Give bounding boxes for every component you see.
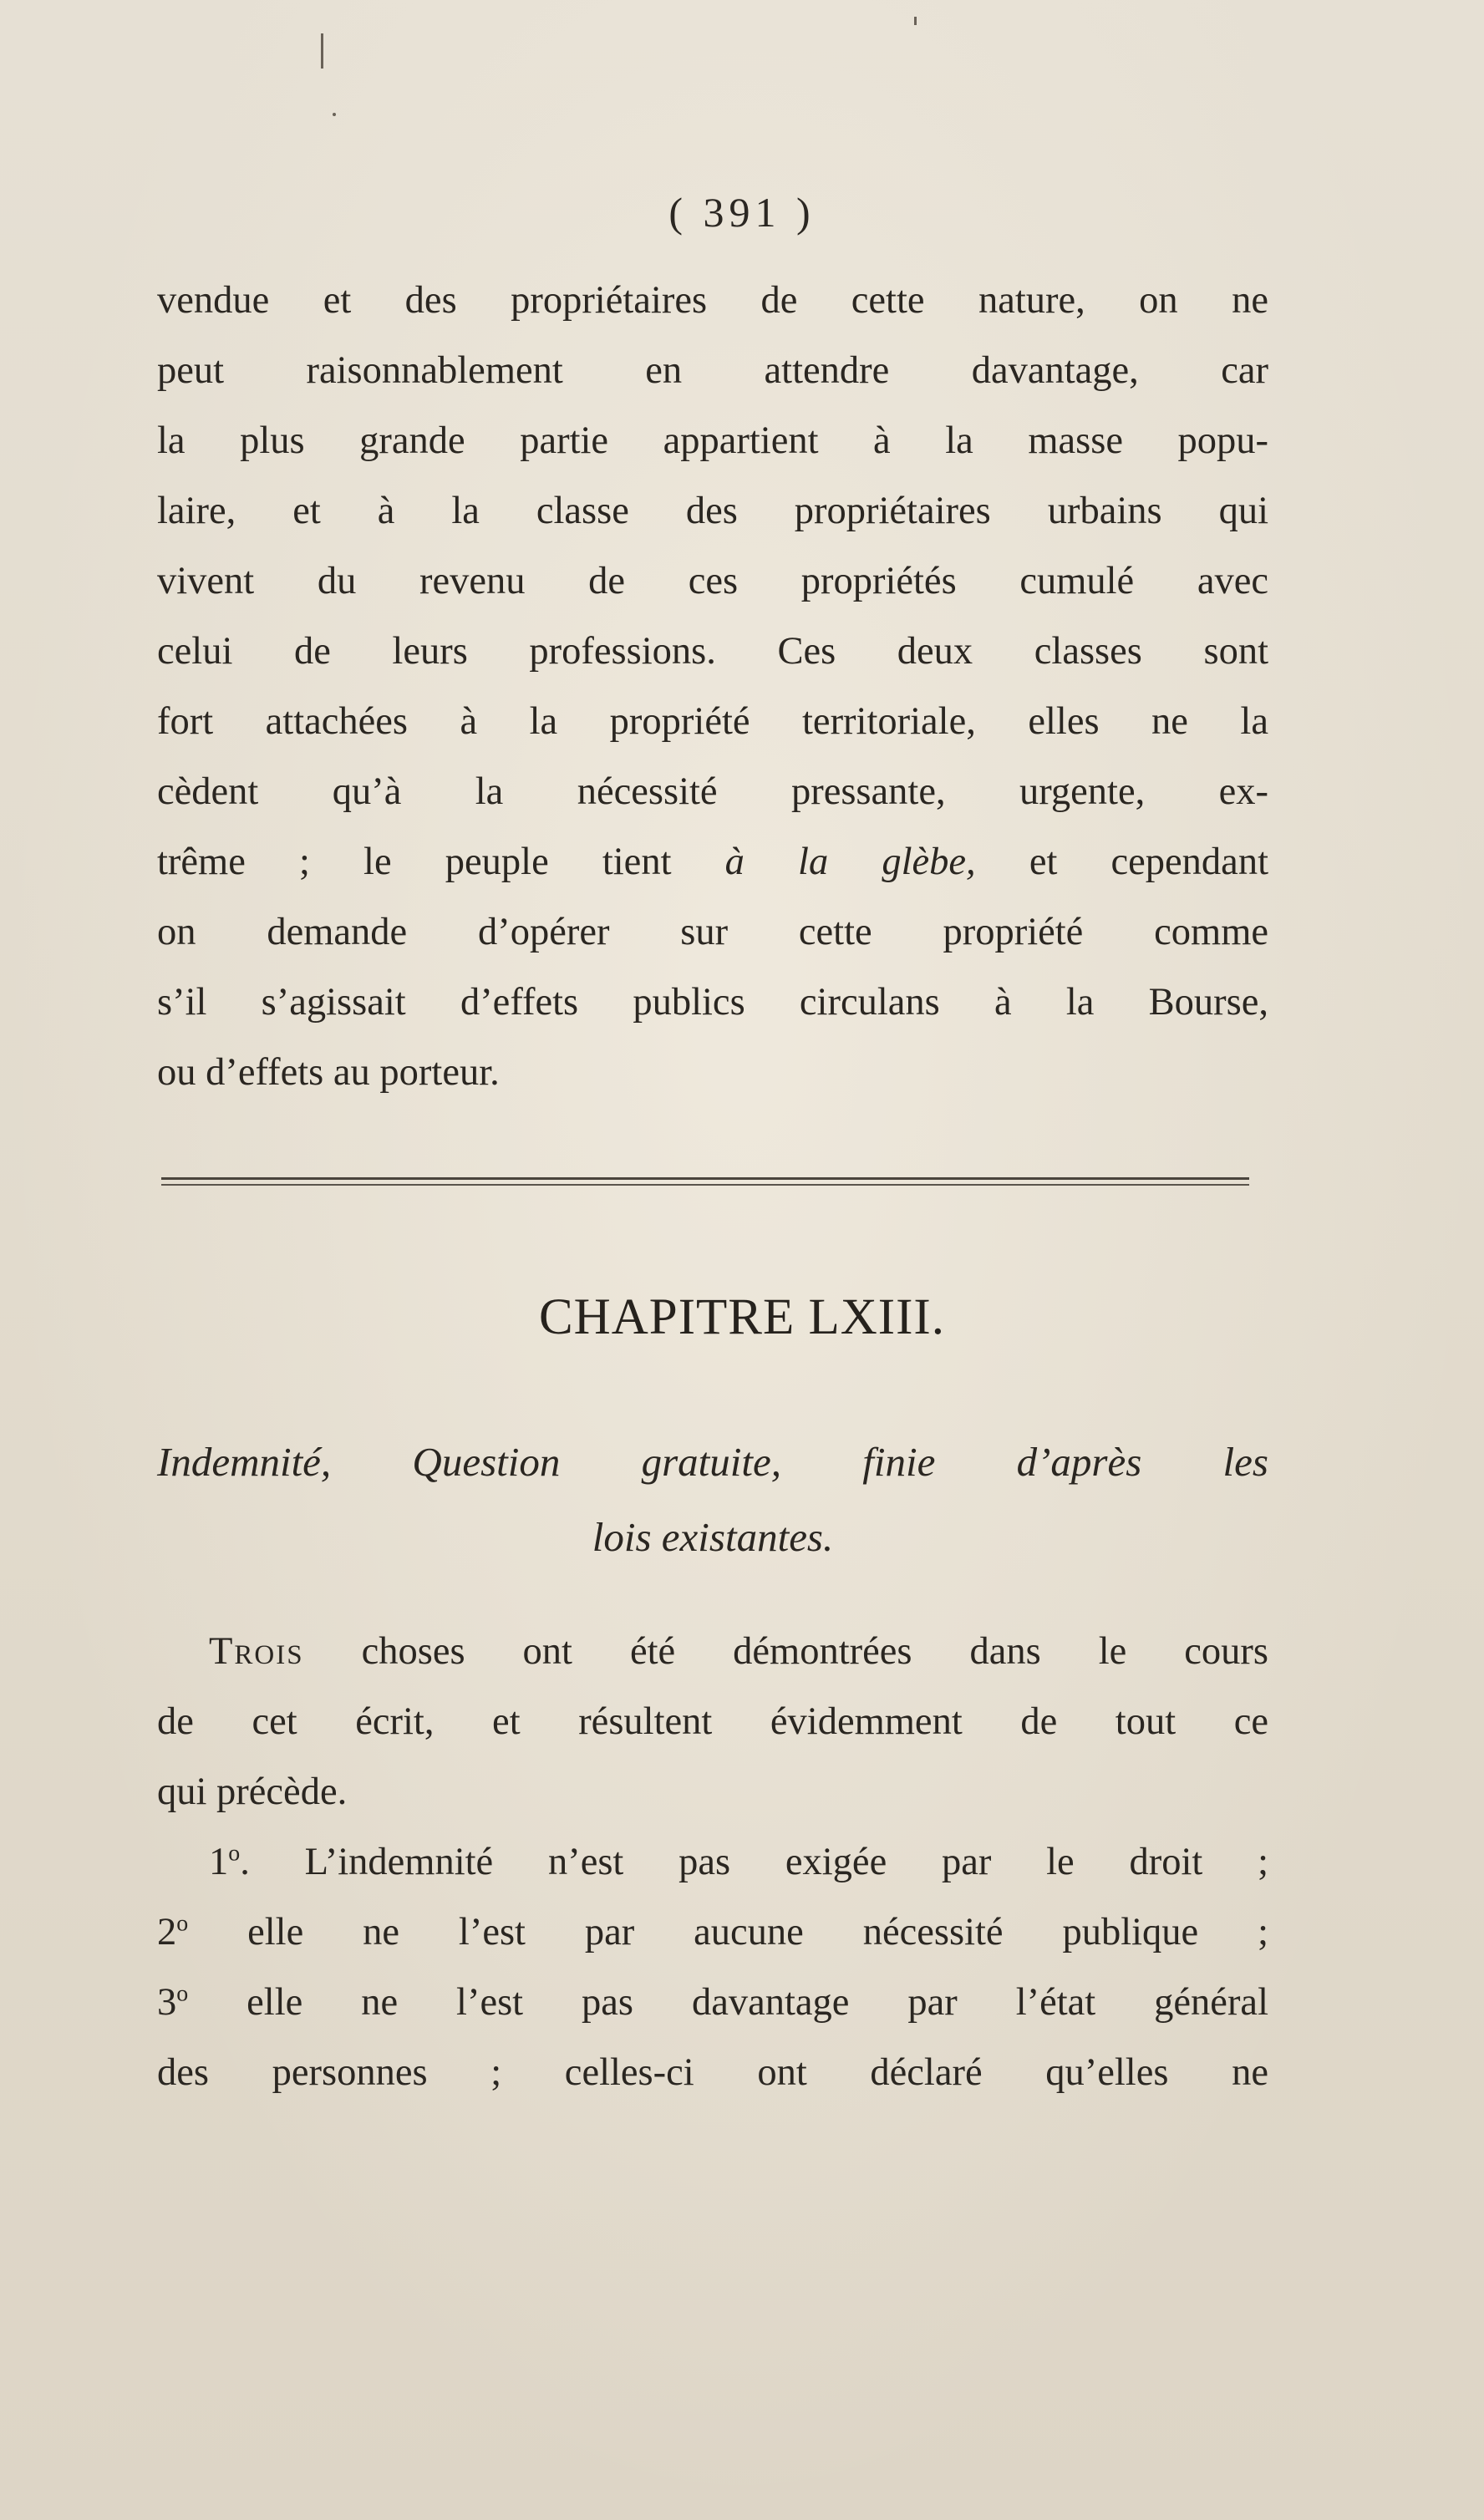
text-line: qui précède.	[157, 1771, 348, 1813]
text-line: de cet écrit, et résultent évidemment de tout ce	[157, 1700, 1268, 1743]
text-line: laire, et à la classe des propriétaires urbains qui	[157, 490, 1268, 532]
ordinal-suffix: o	[228, 1840, 241, 1867]
text-segment: . L’indemnité n’est pas exigée par le droit ;	[240, 1841, 1268, 1883]
section-divider	[161, 1177, 1249, 1189]
chapter-subtitle	[157, 1425, 1268, 1575]
text-segment: elle ne l’est par aucune nécessité publique ;	[188, 1911, 1268, 1954]
ordinal-number: 2	[157, 1911, 177, 1954]
text-line: ou d’effets au porteur.	[157, 1051, 500, 1094]
text-line: cèdent qu’à la nécessité pressante, urgente, ex-	[157, 770, 1268, 813]
subtitle-line: lois existantes.	[592, 1514, 834, 1560]
text-line	[157, 1898, 1268, 1968]
opening-word: Trois	[209, 1630, 304, 1673]
text-line: fort attachées à la propriété territoriale, elles ne la	[157, 700, 1268, 743]
text-segment: choses ont été démontrées dans le cours	[303, 1630, 1268, 1673]
page-number: ( 391 )	[668, 189, 816, 236]
text-segment: elle ne l’est pas davantage par l’état général	[188, 1981, 1268, 2024]
divider-rule	[161, 1184, 1249, 1186]
divider-rule	[161, 1177, 1249, 1180]
text-line	[157, 1827, 1268, 1898]
text-segment: et cependant	[975, 841, 1268, 883]
chapter-paragraph	[157, 1617, 1268, 2108]
subtitle-line: Indemnité, Question gratuite, finie d’après les	[157, 1439, 1268, 1485]
ordinal-number: 3	[157, 1981, 177, 2024]
text-segment: trême ; le peuple tient	[157, 841, 725, 883]
ink-mark	[321, 33, 323, 69]
text-line	[157, 1617, 1268, 1687]
text-line: la plus grande partie appartient à la masse popu-	[157, 419, 1268, 462]
ink-dot	[333, 113, 336, 116]
text-line: peut raisonnablement en attendre davantage, car	[157, 349, 1268, 392]
text-line: celui de leurs professions. Ces deux classes sont	[157, 630, 1268, 673]
chapter-title: CHAPITRE LXIII.	[539, 1289, 945, 1345]
text-line	[157, 827, 1268, 897]
ordinal-number: 1	[209, 1841, 229, 1883]
text-line: vivent du revenu de ces propriétés cumulé avec	[157, 560, 1268, 602]
text-line: vendue et des propriétaires de cette nature, on ne	[157, 279, 1268, 322]
ordinal-suffix: o	[176, 1980, 189, 2007]
text-line	[157, 1968, 1268, 2038]
text-line: on demande d’opérer sur cette propriété comme	[157, 911, 1268, 953]
ink-dot	[914, 17, 917, 25]
paragraph-continued	[157, 266, 1268, 1108]
ordinal-suffix: o	[176, 1910, 189, 1937]
text-line: s’il s’agissait d’effets publics circulans à la Bourse,	[157, 981, 1268, 1024]
text-line: des personnes ; celles-ci ont déclaré qu’elles ne	[157, 2051, 1268, 2094]
italic-phrase: à la glèbe,	[724, 841, 976, 883]
